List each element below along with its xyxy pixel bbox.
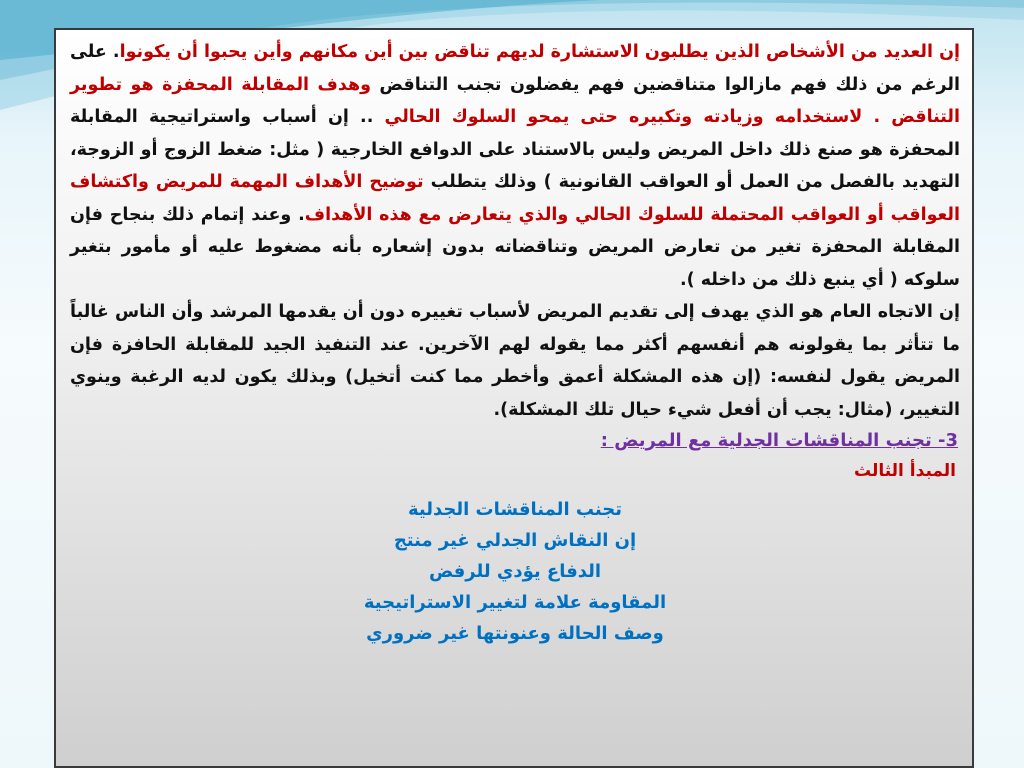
list-item: وصف الحالة وعنونتها غير ضروري [366, 623, 664, 644]
body-text: . وعند إتمام ذلك بنجاح فإن المقابلة المحفزة تغير من تعارض المريض وتناقضاته بدون إشعاره بأنه مضغوط عليه أو مأمور بتغير سلوكه ( أي ينبع ذلك من داخله ). [70, 204, 960, 290]
list-item: تجنب المناقشات الجدلية [407, 499, 623, 520]
highlight-text: إن العديد من الأشخاص الذين يطلبون الاستشارة لديهم تناقض بين أين مكانهم وأين يحبوا أن يكونوا [119, 42, 960, 62]
body-text: .. إن أسباب واستراتيجية المقابلة المحفزة هو صنع ذلك داخل المريض وليس بالاستناد على الدوافع الخارجية ( مثل: ضغط الزوج أو الزوجة، التهديد بالفصل من العمل أو العواقب القانونية ) وذلك يتطلب [70, 107, 960, 192]
highlight-text: وهدف المقابلة المحفزة هو تطوير التناقض . لاستخدامه وزيادته وتكبيره حتى يمحو السلوك الحالي [70, 74, 961, 127]
list-item: المقاومة علامة لتغيير الاستراتيجية [363, 592, 667, 613]
paragraph-general-direction: إن الاتجاه العام هو الذي يهدف إلى تقديم المريض لأسباب تغييره دون أن يقدمها المرشد وأن الناس غالباً ما تتأثر بما يقولونه هم أنفسهم أكثر مما يقوله لهم الآخرين. عند التنفيذ الجيد للمقابلة الحافزة فإن المريض يقول لنفسه: (إن هذه المشكلة أعمق وأخطر مما كنت أتخيل) وبذلك يكون لديه الرغبة وينوي التغيير، (مثال: يجب أن أفعل شيء حيال تلك المشكلة). [70, 302, 960, 420]
section-heading: 3- تجنب المناقشات الجدلية مع المريض : [600, 430, 958, 451]
body-text: . على الرغم من ذلك فهم مازالوا متناقضين فهم يفضلون تجنب التناقض [70, 42, 960, 95]
principle-label: المبدأ الثالث [853, 461, 956, 481]
list-item: إن النقاش الجدلي غير منتج [393, 530, 637, 551]
content-panel [54, 28, 974, 768]
highlight-text: توضيح الأهداف المهمة للمريض واكتشاف العواقب أو العواقب المحتملة للسلوك الحالي والذي يتعارض مع هذه الأهداف [70, 172, 960, 225]
paragraph-motivational-interviewing [70, 36, 960, 296]
principle-points-list [70, 494, 960, 649]
list-item: الدفاع يؤدي للرفض [428, 561, 602, 582]
